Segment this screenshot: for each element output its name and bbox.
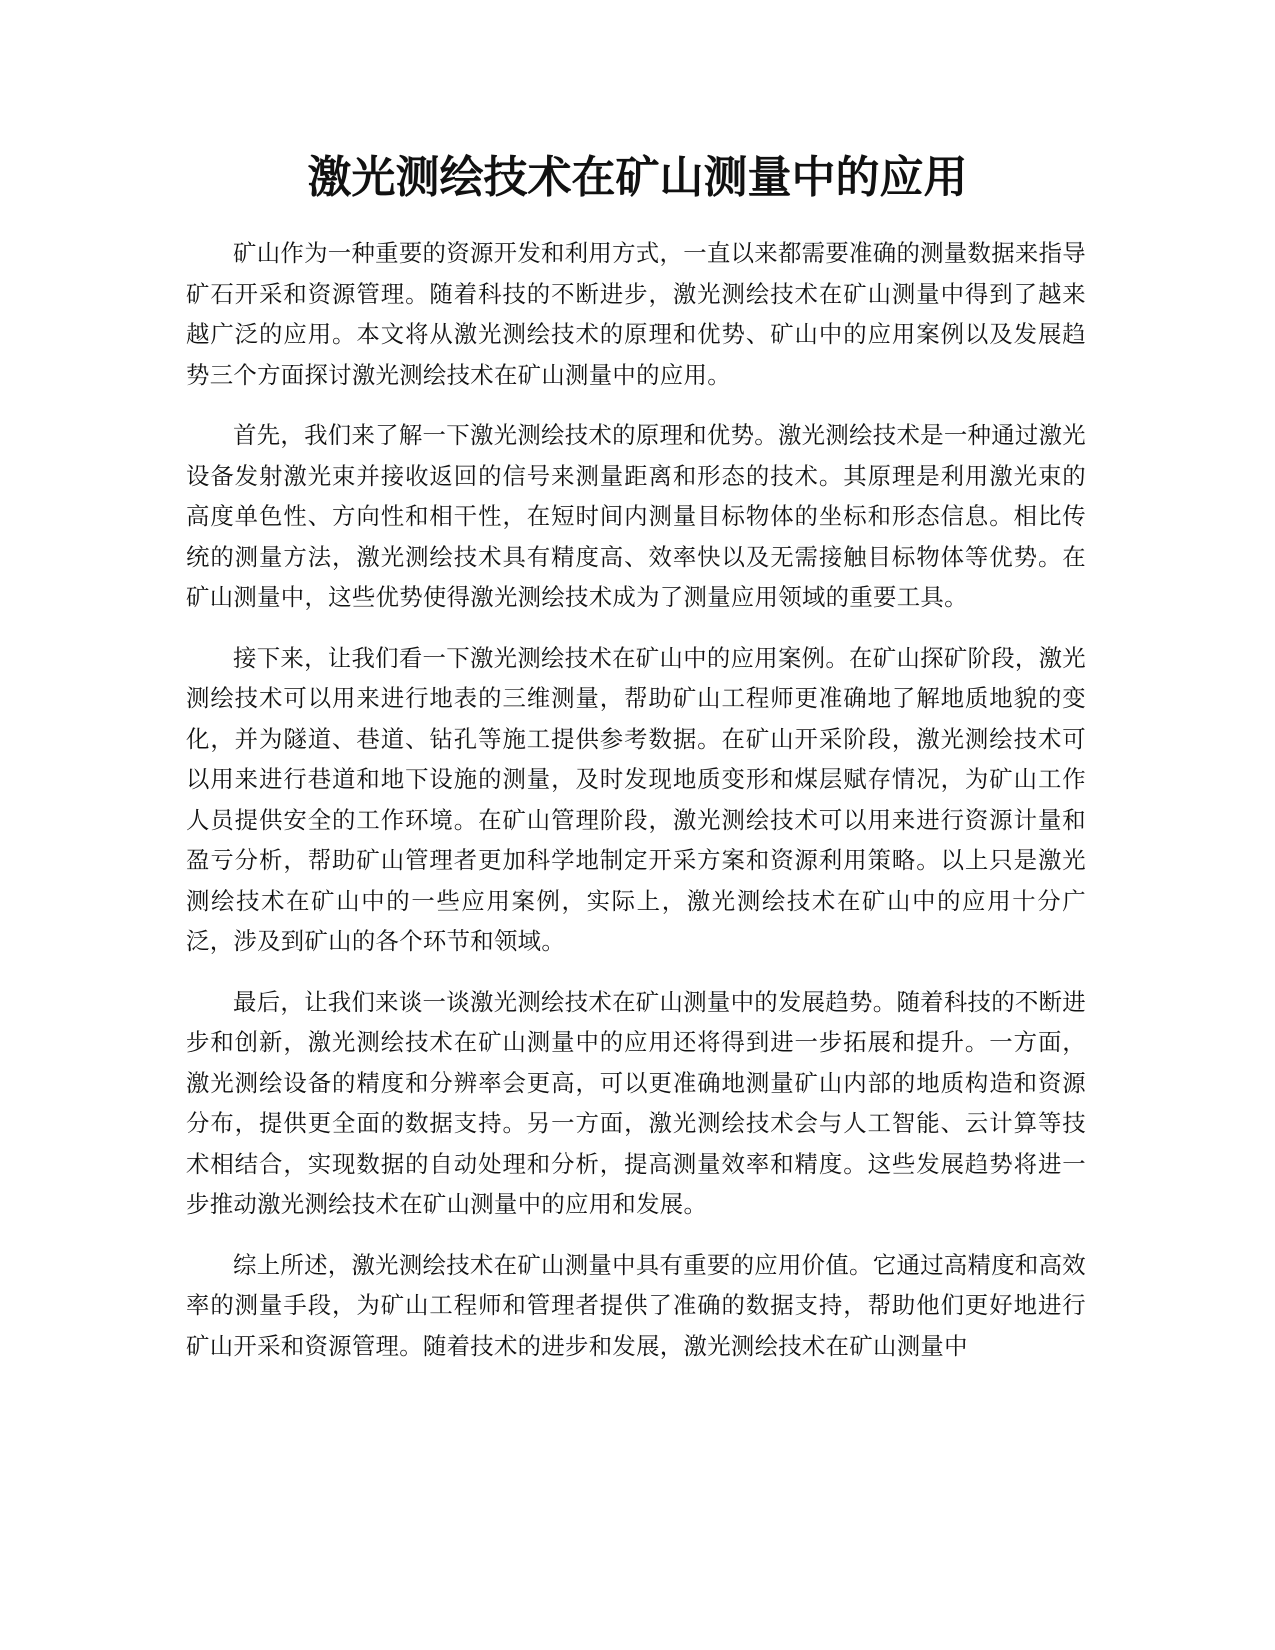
paragraph-intro: 矿山作为一种重要的资源开发和利用方式，一直以来都需要准确的测量数据来指导矿石开采和资源管理。随着科技的不断进步，激光测绘技术在矿山测量中得到了越来越广泛的应用。本文将从激光测绘技术的原理和优势、矿山中的应用案例以及发展趋势三个方面探讨激光测绘技术在矿山测量中的应用。 <box>186 239 1086 389</box>
paragraph-trends: 最后，让我们来谈一谈激光测绘技术在矿山测量中的发展趋势。随着科技的不断进步和创新，激光测绘技术在矿山测量中的应用还将得到进一步拓展和提升。一方面，激光测绘设备的精度和分辨率会更高，可以更准确地测量矿山内部的地质构造和资源分布，提供更全面的数据支持。另一方面，激光测绘技术会与人工智能、云计算等技术相结合，实现数据的自动处理和分析，提高测量效率和精度。这些发展趋势将进一步推动激光测绘技术在矿山测量中的应用和发展。 <box>186 987 1086 1218</box>
paragraph-summary: 综上所述，激光测绘技术在矿山测量中具有重要的应用价值。它通过高精度和高效率的测量手段，为矿山工程师和管理者提供了准确的数据支持，帮助他们更好地进行矿山开采和资源管理。随着技术的进步和发展，激光测绘技术在矿山测量中 <box>186 1250 1086 1360</box>
document-title: 激光测绘技术在矿山测量中的应用 <box>307 152 968 203</box>
paragraph-cases: 接下来，让我们看一下激光测绘技术在矿山中的应用案例。在矿山探矿阶段，激光测绘技术可以用来进行地表的三维测量，帮助矿山工程师更准确地了解地质地貌的变化，并为隧道、巷道、钻孔等施工提供参考数据。在矿山开采阶段，激光测绘技术可以用来进行巷道和地下设施的测量，及时发现地质变形和煤层赋存情况，为矿山工作人员提供安全的工作环境。在矿山管理阶段，激光测绘技术可以用来进行资源计量和盈亏分析，帮助矿山管理者更加科学地制定开采方案和资源利用策略。以上只是激光测绘技术在矿山中的一些应用案例，实际上，激光测绘技术在矿山中的应用十分广泛，涉及到矿山的各个环节和领域。 <box>186 643 1086 955</box>
paragraph-principles: 首先，我们来了解一下激光测绘技术的原理和优势。激光测绘技术是一种通过激光设备发射激光束并接收返回的信号来测量距离和形态的技术。其原理是利用激光束的高度单色性、方向性和相干性，在短时间内测量目标物体的坐标和形态信息。相比传统的测量方法，激光测绘技术具有精度高、效率快以及无需接触目标物体等优势。在矿山测量中，这些优势使得激光测绘技术成为了测量应用领域的重要工具。 <box>186 421 1086 611</box>
document-body <box>186 233 1086 1386</box>
